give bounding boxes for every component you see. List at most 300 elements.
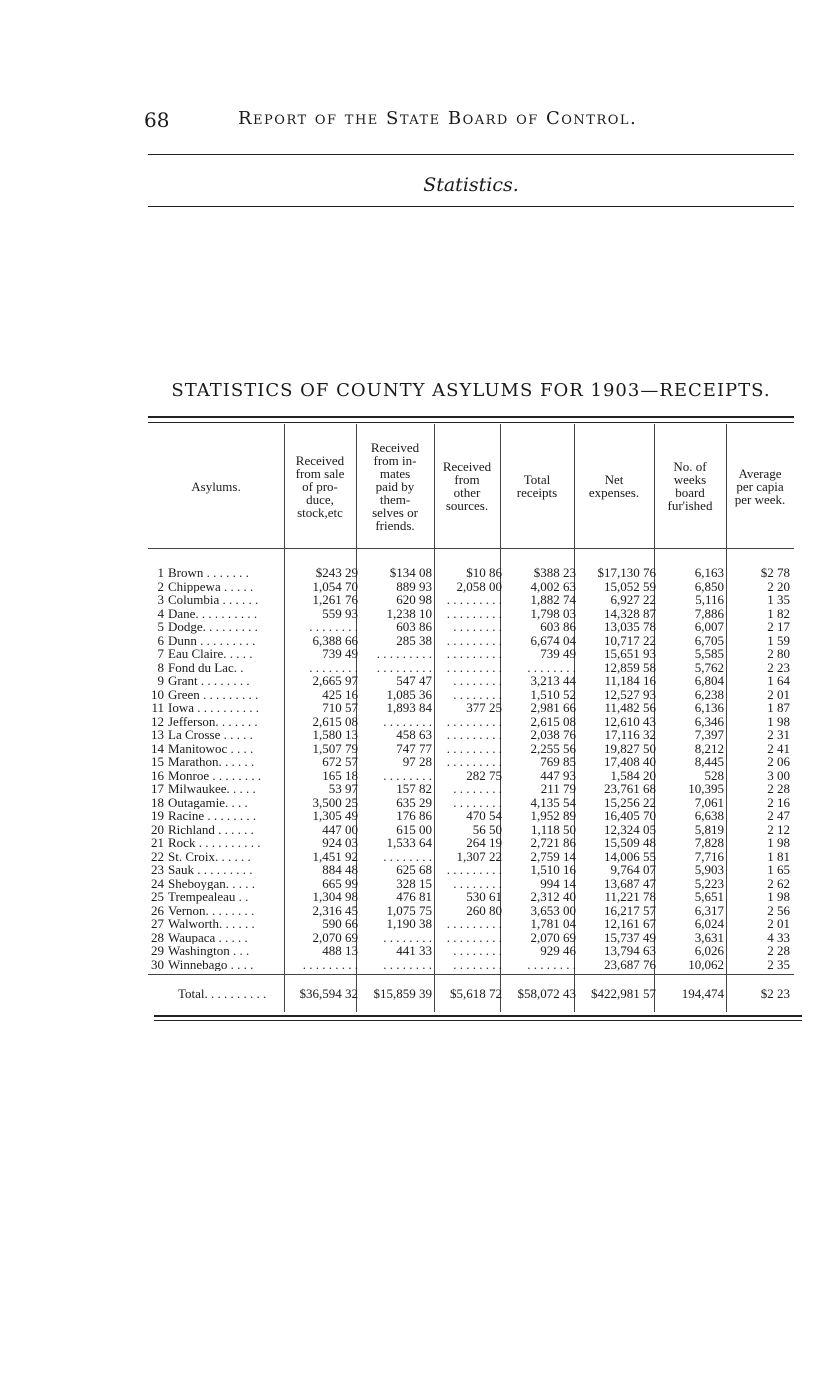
row-number: 7 (157, 646, 164, 661)
received-from-inmates: . . . . . . . . (383, 767, 432, 783)
header-net-expenses: Net expenses. (588, 472, 640, 500)
row-number: 26 (151, 902, 164, 918)
received-from-inmates: 547 47 (396, 673, 432, 688)
weeks-board: 7,716 (694, 848, 724, 864)
net-expenses: 15,737 49 (604, 929, 656, 945)
table-bottom-rule (154, 1015, 802, 1017)
asylum-name: Trempealeau . . (168, 890, 249, 904)
row-number: 30 (151, 956, 164, 972)
received-from-sale: 559 93 (322, 605, 358, 621)
received-other-sources: . . . . . . . . (453, 794, 502, 810)
received-other-sources: . . . . . . . . (453, 956, 502, 972)
row-number: 5 (157, 619, 164, 634)
received-from-sale: 924 03 (322, 835, 358, 850)
net-expenses: 15,256 22 (604, 794, 656, 810)
weeks-board: 6,026 (694, 943, 724, 958)
average-per-capita: 1 65 (767, 862, 790, 877)
table-row (148, 728, 794, 742)
total-average-per-capita: $2 23 (760, 986, 790, 1001)
received-other-sources: 470 54 (466, 808, 502, 823)
total-receipts: 739 49 (540, 646, 576, 661)
received-from-sale: 2,316 45 (312, 902, 358, 918)
row-number: 11 (151, 700, 164, 715)
asylum-name: Fond du Lac. . (168, 660, 244, 674)
row-number: 18 (151, 794, 164, 810)
asylum-name: Milwaukee. . . . . (168, 782, 256, 796)
received-from-inmates: $134 08 (389, 565, 432, 580)
received-other-sources: 282 75 (466, 767, 502, 783)
asylum-name: Grant . . . . . . . . (168, 674, 250, 688)
received-from-sale: 710 57 (322, 700, 358, 715)
net-expenses: 15,052 59 (604, 578, 656, 594)
row-number: 1 (157, 565, 164, 580)
asylum-name: Racine . . . . . . . . (168, 809, 257, 823)
total-receipts: 2,038 76 (530, 727, 576, 742)
net-expenses: 12,324 05 (604, 821, 656, 837)
received-from-inmates: . . . . . . . . (383, 848, 432, 864)
received-other-sources: . . . . . . . . (453, 673, 502, 688)
header-rule-top (148, 154, 794, 155)
average-per-capita: 2 80 (767, 646, 790, 661)
asylum-name: Sauk . . . . . . . . . (168, 863, 253, 877)
asylum-name: Green . . . . . . . . . (168, 687, 259, 701)
table-title: STATISTICS OF COUNTY ASYLUMS FOR 1903—RECEIPTS. (171, 380, 771, 401)
table-row (148, 634, 794, 648)
average-per-capita: 2 31 (767, 727, 790, 742)
total-receipts: 1,798 03 (530, 605, 576, 621)
table-row (148, 931, 794, 945)
received-other-sources: . . . . . . . . . (446, 605, 502, 621)
received-from-sale: $243 29 (315, 565, 358, 580)
net-expenses: 23,687 76 (604, 956, 656, 972)
header-weeks-board: No. of weeks board fur'ished (667, 459, 713, 513)
asylum-name: St. Croix. . . . . . (168, 849, 251, 863)
received-from-inmates: 603 86 (396, 619, 432, 634)
received-from-sale: 1,580 13 (312, 727, 358, 742)
row-number: 21 (151, 835, 164, 850)
table-row (148, 661, 794, 675)
received-from-sale: 3,500 25 (312, 794, 358, 810)
total-receipts: 1,781 04 (530, 916, 576, 931)
asylum-name: Monroe . . . . . . . . (168, 768, 262, 782)
average-per-capita: 2 28 (767, 781, 790, 796)
header-asylums: Asylums. (191, 478, 241, 494)
weeks-board: 7,397 (694, 727, 724, 742)
received-from-inmates: 1,893 84 (386, 700, 432, 715)
received-from-inmates: . . . . . . . . (383, 713, 432, 729)
net-expenses: 16,405 70 (604, 808, 656, 823)
average-per-capita: $2 78 (760, 565, 790, 580)
header-average-per-capita: Average per capia per week. (734, 465, 786, 507)
asylum-name: Manitowoc . . . . (168, 741, 254, 755)
section-title: Statistics. (423, 174, 519, 196)
received-from-sale: . . . . . . . . . (302, 956, 358, 972)
total-receipts: 1,952 89 (530, 808, 576, 823)
asylum-name: Chippewa . . . . . (168, 579, 254, 593)
row-number: 10 (151, 686, 164, 702)
weeks-board: 10,062 (688, 956, 724, 972)
received-from-inmates: 747 77 (396, 740, 432, 756)
row-number: 22 (151, 848, 164, 864)
received-from-sale: 2,615 08 (312, 713, 358, 729)
average-per-capita: 2 01 (767, 916, 790, 931)
total-receipts: 2,981 66 (530, 700, 576, 715)
received-from-inmates: . . . . . . . . . (376, 646, 432, 661)
net-expenses: 13,035 78 (604, 619, 656, 634)
received-from-sale: 2,665 97 (312, 673, 358, 688)
received-from-sale: . . . . . . . . (309, 659, 358, 675)
received-from-inmates: 635 29 (396, 794, 432, 810)
received-from-inmates: 458 63 (396, 727, 432, 742)
total-net-expenses: $422,981 57 (591, 986, 656, 1001)
received-from-inmates: 625 68 (396, 862, 432, 877)
average-per-capita: 1 98 (767, 889, 790, 904)
weeks-board: 5,585 (694, 646, 724, 661)
row-number: 4 (157, 605, 164, 621)
received-from-sale: 1,507 79 (312, 740, 358, 756)
table-row (148, 850, 794, 864)
row-number: 8 (157, 659, 164, 675)
total-row (148, 986, 794, 1002)
net-expenses: 15,651 93 (604, 646, 656, 661)
received-other-sources: 56 50 (472, 821, 502, 837)
total-received-from-inmates: $15,859 39 (373, 986, 432, 1001)
total-receipts: 2,759 14 (530, 848, 576, 864)
row-number: 23 (151, 862, 164, 877)
average-per-capita: 3 00 (767, 767, 790, 783)
net-expenses: 6,927 22 (610, 592, 656, 607)
page-number: 68 (144, 108, 170, 132)
table-row (148, 580, 794, 594)
table-row (148, 877, 794, 891)
net-expenses: 23,761 68 (604, 781, 656, 796)
received-other-sources: . . . . . . . . (453, 875, 502, 891)
net-expenses: 11,184 16 (604, 673, 656, 688)
received-other-sources: . . . . . . . . . (446, 754, 502, 769)
total-receipts: 4,135 54 (530, 794, 576, 810)
table-row (148, 742, 794, 756)
net-expenses: 11,482 56 (604, 700, 656, 715)
table-row (148, 701, 794, 715)
average-per-capita: 2 62 (767, 875, 790, 891)
weeks-board: 6,638 (694, 808, 724, 823)
total-receipts: 3,213 44 (530, 673, 576, 688)
net-expenses: 12,527 93 (604, 686, 656, 702)
weeks-board: 6,804 (694, 673, 724, 688)
received-other-sources: . . . . . . . . (453, 686, 502, 702)
asylum-name: Jefferson. . . . . . . (168, 714, 258, 728)
row-number: 24 (151, 875, 164, 891)
table-row (148, 607, 794, 621)
asylum-name: Winnebago . . . . (168, 957, 254, 971)
received-from-inmates: . . . . . . . . (383, 929, 432, 945)
received-from-sale: 53 97 (328, 781, 358, 796)
total-receipts: 2,070 69 (530, 929, 576, 945)
table-row (148, 782, 794, 796)
table-top-rule-thin (148, 422, 794, 423)
received-from-inmates: 1,085 36 (386, 686, 432, 702)
asylum-name: Rock . . . . . . . . . . (168, 836, 261, 850)
received-from-sale: 1,305 49 (312, 808, 358, 823)
received-from-sale: 739 49 (322, 646, 358, 661)
asylum-name: Brown . . . . . . . (168, 566, 249, 580)
header-received-from-inmates: Received from in- mates paid by them- selves or friends. (370, 439, 420, 533)
average-per-capita: 1 87 (767, 700, 790, 715)
header-rule-bottom (148, 206, 794, 207)
row-number: 12 (151, 713, 164, 729)
average-per-capita: 2 16 (767, 794, 790, 810)
received-other-sources: $10 86 (466, 565, 502, 580)
total-receipts: 1,118 50 (530, 821, 576, 837)
table-row (148, 944, 794, 958)
weeks-board: 5,903 (694, 862, 724, 877)
net-expenses: 9,764 07 (610, 862, 656, 877)
table-row (148, 958, 794, 972)
received-other-sources: . . . . . . . . . (446, 713, 502, 729)
weeks-board: 5,223 (694, 875, 724, 891)
received-from-sale: 1,304 98 (312, 889, 358, 904)
table-row (148, 593, 794, 607)
weeks-board: 10,395 (688, 781, 724, 796)
average-per-capita: 1 81 (767, 848, 790, 864)
received-from-inmates: 1,190 38 (386, 916, 432, 931)
received-from-inmates: 620 98 (396, 592, 432, 607)
average-per-capita: 2 41 (767, 740, 790, 756)
row-number: 29 (151, 943, 164, 958)
row-number: 28 (151, 929, 164, 945)
received-other-sources: 2,058 00 (456, 578, 502, 594)
row-number: 20 (151, 821, 164, 837)
net-expenses: 15,509 48 (604, 835, 656, 850)
received-other-sources: 264 19 (466, 835, 502, 850)
table-row (148, 890, 794, 904)
total-receipts: 6,674 04 (530, 632, 576, 648)
weeks-board: 5,651 (694, 889, 724, 904)
row-number: 27 (151, 916, 164, 931)
row-number: 15 (151, 754, 164, 769)
total-receipts: 4,002 63 (530, 578, 576, 594)
total-receipts: 603 86 (540, 619, 576, 634)
table-bottom-rule-thin (154, 1020, 802, 1021)
average-per-capita: 2 35 (767, 956, 790, 972)
weeks-board: 528 (704, 767, 724, 783)
row-number: 14 (151, 740, 164, 756)
asylum-name: Dodge. . . . . . . . . (168, 620, 258, 634)
table-row (148, 863, 794, 877)
table-row (148, 904, 794, 918)
weeks-board: 8,445 (694, 754, 724, 769)
received-other-sources: . . . . . . . . . (446, 929, 502, 945)
net-expenses: 13,794 63 (604, 943, 656, 958)
header-received-other-sources: Received from other sources. (442, 459, 492, 513)
net-expenses: 19,827 50 (604, 740, 656, 756)
page-header (144, 108, 794, 138)
row-number: 3 (157, 592, 164, 607)
net-expenses: 14,006 55 (604, 848, 656, 864)
average-per-capita: 2 23 (767, 659, 790, 675)
received-from-inmates: . . . . . . . . (383, 956, 432, 972)
asylum-name: Dane. . . . . . . . . . (168, 606, 258, 620)
weeks-board: 6,136 (694, 700, 724, 715)
asylum-name: Outagamie. . . . (168, 795, 248, 809)
net-expenses: $17,130 76 (597, 565, 656, 580)
received-from-sale: 165 18 (322, 767, 358, 783)
average-per-capita: 2 17 (767, 619, 790, 634)
table-row (148, 836, 794, 850)
table-row (148, 715, 794, 729)
table-row (148, 809, 794, 823)
table-top-rule (148, 416, 794, 418)
table-row (148, 674, 794, 688)
total-receipts: $388 23 (533, 565, 576, 580)
received-other-sources: . . . . . . . . . (446, 862, 502, 877)
received-other-sources: . . . . . . . . . (446, 632, 502, 648)
received-other-sources: . . . . . . . . . (446, 727, 502, 742)
received-from-sale: 590 66 (322, 916, 358, 931)
receipts-table (148, 416, 794, 1020)
received-from-inmates: 97 28 (402, 754, 432, 769)
table-row (148, 917, 794, 931)
row-number: 2 (157, 578, 164, 594)
net-expenses: 10,717 22 (604, 632, 656, 648)
average-per-capita: 1 98 (767, 835, 790, 850)
row-number: 25 (151, 889, 164, 904)
row-number: 6 (157, 632, 164, 648)
total-receipts: 2,615 08 (530, 713, 576, 729)
table-row (148, 823, 794, 837)
received-other-sources: . . . . . . . . . (446, 646, 502, 661)
weeks-board: 6,024 (694, 916, 724, 931)
total-receipts: 769 85 (540, 754, 576, 769)
received-other-sources: . . . . . . . . . (446, 592, 502, 607)
asylum-name: Richland . . . . . . (168, 822, 254, 836)
net-expenses: 12,859 58 (604, 659, 656, 675)
table-row (148, 647, 794, 661)
weeks-board: 6,238 (694, 686, 724, 702)
asylum-name: Iowa . . . . . . . . . . (168, 701, 259, 715)
received-from-sale: 447 00 (322, 821, 358, 837)
received-from-inmates: 1,533 64 (386, 835, 432, 850)
net-expenses: 14,328 87 (604, 605, 656, 621)
received-from-sale: . . . . . . . . (309, 619, 358, 634)
weeks-board: 3,631 (694, 929, 724, 945)
received-from-inmates: 285 38 (396, 632, 432, 648)
received-from-sale: 884 48 (322, 862, 358, 877)
received-from-inmates: 889 93 (396, 578, 432, 594)
average-per-capita: 2 06 (767, 754, 790, 769)
received-other-sources: 1,307 22 (456, 848, 502, 864)
net-expenses: 1,584 20 (610, 767, 656, 783)
total-receipts: 994 14 (540, 875, 576, 891)
received-from-inmates: 476 81 (396, 889, 432, 904)
average-per-capita: 2 01 (767, 686, 790, 702)
weeks-board: 6,705 (694, 632, 724, 648)
row-number: 16 (151, 767, 164, 783)
total-receipts: 2,255 56 (530, 740, 576, 756)
received-from-sale: 1,451 92 (312, 848, 358, 864)
row-number: 13 (151, 727, 164, 742)
weeks-board: 8,212 (694, 740, 724, 756)
total-received-other-sources: $5,618 72 (450, 986, 502, 1001)
average-per-capita: 1 35 (767, 592, 790, 607)
asylum-name: Dunn . . . . . . . . . (168, 633, 256, 647)
weeks-board: 7,886 (694, 605, 724, 621)
asylum-name: Sheboygan. . . . . (168, 876, 256, 890)
asylum-name: Marathon. . . . . . (168, 755, 255, 769)
total-receipts: 929 46 (540, 943, 576, 958)
total-received-from-sale: $36,594 32 (299, 986, 358, 1001)
total-receipts: 2,721 86 (530, 835, 576, 850)
net-expenses: 17,116 32 (604, 727, 656, 742)
total-weeks-board: 194,474 (681, 986, 724, 1001)
total-separator (148, 974, 794, 975)
received-from-inmates: 328 15 (396, 875, 432, 891)
received-other-sources: . . . . . . . . (453, 619, 502, 634)
asylum-name: La Crosse . . . . . (168, 728, 253, 742)
weeks-board: 7,061 (694, 794, 724, 810)
average-per-capita: 2 20 (767, 578, 790, 594)
weeks-board: 6,007 (694, 619, 724, 634)
total-receipts: . . . . . . . . (527, 659, 576, 675)
total-label: Total. . . . . . . . . . (178, 986, 267, 1001)
total-receipts: 3,653 00 (530, 902, 576, 918)
received-from-inmates: 1,238 10 (386, 605, 432, 621)
total-receipts: 211 79 (540, 781, 576, 796)
table-row (148, 620, 794, 634)
net-expenses: 17,408 40 (604, 754, 656, 769)
asylum-name: Vernon. . . . . . . . (168, 903, 255, 917)
average-per-capita: 2 28 (767, 943, 790, 958)
asylum-name: Walworth. . . . . . (168, 917, 255, 931)
table-row (148, 769, 794, 783)
received-other-sources: . . . . . . . . . (446, 659, 502, 675)
weeks-board: 5,116 (695, 592, 724, 607)
total-receipts: . . . . . . . . (527, 956, 576, 972)
received-from-sale: 2,070 69 (312, 929, 358, 945)
net-expenses: 16,217 57 (604, 902, 656, 918)
received-from-inmates: 441 33 (396, 943, 432, 958)
received-from-sale: 488 13 (322, 943, 358, 958)
received-from-sale: 665 99 (322, 875, 358, 891)
received-from-inmates: 176 86 (396, 808, 432, 823)
total-receipts: 1,882 74 (530, 592, 576, 607)
net-expenses: 12,161 67 (604, 916, 656, 931)
weeks-board: 6,346 (694, 713, 724, 729)
total-receipts: 1,510 52 (530, 686, 576, 702)
average-per-capita: 2 47 (767, 808, 790, 823)
received-other-sources: . . . . . . . . . (446, 916, 502, 931)
asylum-name: Waupaca . . . . . (168, 930, 248, 944)
table-row (148, 796, 794, 810)
received-other-sources: . . . . . . . . (453, 943, 502, 958)
table-row (148, 566, 794, 580)
weeks-board: 6,163 (694, 565, 724, 580)
weeks-board: 6,850 (694, 578, 724, 594)
received-from-inmates: 615 00 (396, 821, 432, 837)
received-from-sale: 1,054 70 (312, 578, 358, 594)
header-total-receipts: Total receipts (516, 472, 558, 500)
received-from-sale: 425 16 (322, 686, 358, 702)
average-per-capita: 4 33 (767, 929, 790, 945)
net-expenses: 12,610 43 (604, 713, 656, 729)
table-row (148, 688, 794, 702)
received-other-sources: 260 80 (466, 902, 502, 918)
received-other-sources: . . . . . . . . . (446, 740, 502, 756)
weeks-board: 5,762 (694, 659, 724, 675)
average-per-capita: 2 12 (767, 821, 790, 837)
header-separator (148, 548, 794, 549)
received-from-inmates: 157 82 (396, 781, 432, 796)
